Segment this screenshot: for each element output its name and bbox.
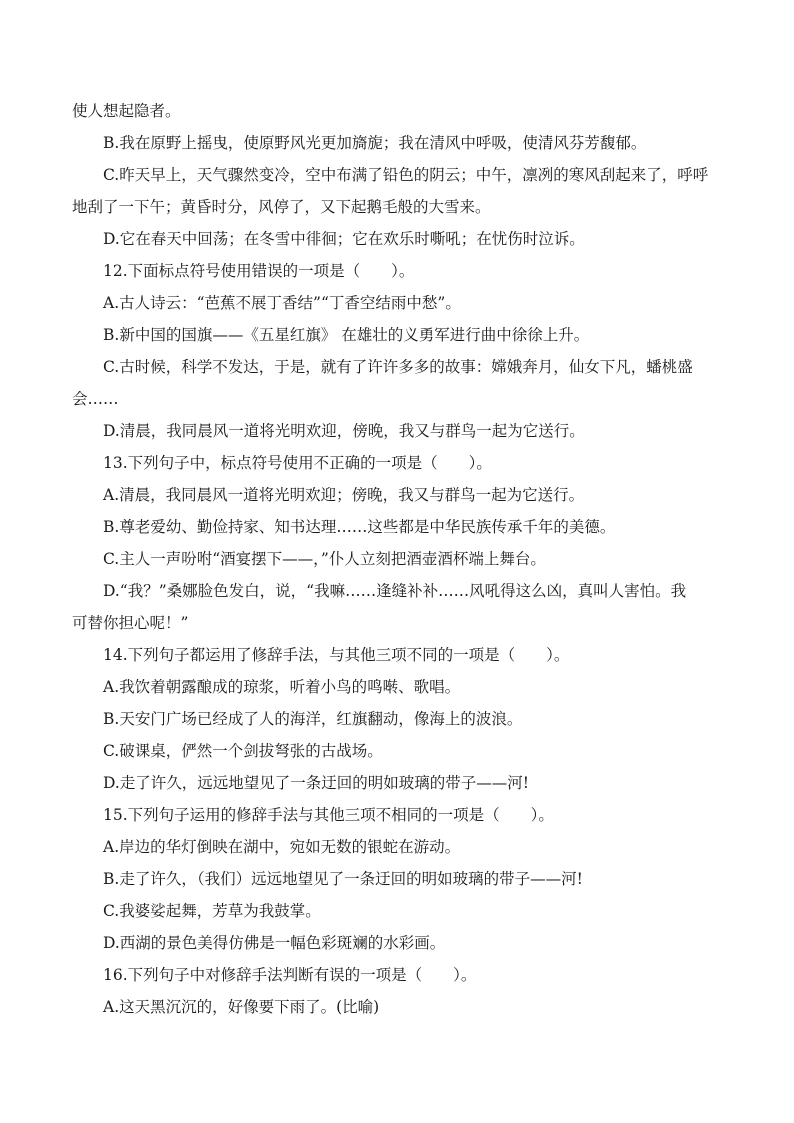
q12-option-a: A.古人诗云：“芭蕉不展丁香结”“丁香空结雨中愁”。 [103,294,461,312]
q15-option-b: B.走了许久，（我们）远远地望见了一条迂回的明如玻璃的带子——河! [103,870,583,888]
q15-option-c: C.我婆娑起舞，芳草为我鼓掌。 [103,902,321,920]
q11-option-c-cont: 地刮了一下午；黄昏时分，风停了，又下起鹅毛般的大雪来。 [72,198,491,216]
question-12: 12.下面标点符号使用错误的一项是（ ）。 [103,262,415,280]
q13-option-b: B.尊老爱幼、勤俭持家、知书达理……这些都是中华民族传承千年的美德。 [103,518,616,536]
q13-option-c: C.主人一声吩咐“酒宴摆下——，”仆人立刻把酒壶酒杯端上舞台。 [103,550,546,568]
q11-option-d: D.它在春天中回荡；在冬雪中徘徊；它在欢乐时嘶吼；在忧伤时泣诉。 [103,230,585,248]
q14-option-a: A.我饮着朝露酿成的琼浆，听着小鸟的鸣啭、歌唱。 [103,678,461,696]
q12-option-d: D.清晨，我同晨风一道将光明欢迎，傍晚，我又与群鸟一起为它送行。 [103,422,585,440]
q14-option-b: B.天安门广场已经成了人的海洋，红旗翻动，像海上的波浪。 [103,710,523,728]
question-16: 16.下列句子中对修辞手法判断有误的一项是（ ）。 [103,966,477,984]
q12-option-c-cont: 会…… [72,390,119,408]
question-13: 13.下列句子中，标点符号使用不正确的一项是（ ）。 [103,454,492,472]
q16-option-a: A.这天黑沉沉的，好像要下雨了。(比喻) [103,998,380,1016]
q14-option-d: D.走了许久，远远地望见了一条迂回的明如玻璃的带子——河! [103,774,530,792]
q13-option-d: D.“我？”桑娜脸色发白，说，“我嘛……逢缝补补……风吼得这么凶，真叫人害怕。我 [103,582,687,600]
question-15: 15.下列句子运用的修辞手法与其他三项不相同的一项是（ ）。 [103,806,554,824]
q15-option-d: D.西湖的景色美得仿佛是一幅色彩斑斓的水彩画。 [103,934,446,952]
q11-option-b: B.我在原野上摇曳，使原野风光更加旖旎；我在清风中呼吸，使清风芬芳馥郁。 [103,134,647,152]
q15-option-a: A.岸边的华灯倒映在湖中，宛如无数的银蛇在游动。 [103,838,461,856]
q13-option-d-cont: 可替你担心呢！” [72,614,189,632]
q13-option-a: A.清晨，我同晨风一道将光明欢迎；傍晚，我又与群鸟一起为它送行。 [103,486,585,504]
q11-option-c: C.昨天早上，天气骤然变冷，空中布满了铅色的阴云；中午，凛冽的寒风刮起来了，呼呼 [103,166,709,184]
q12-option-b: B.新中国的国旗——《五星红旗》 在雄壮的义勇军进行曲中徐徐上升。 [103,326,590,344]
q14-option-c: C.破课桌，俨然一个剑拔弩张的古战场。 [103,742,383,760]
text-line-continuation: 使人想起隐者。 [72,102,181,120]
q12-option-c: C.古时候，科学不发达，于是，就有了许许多多的故事：嫦娥奔月，仙女下凡，蟠桃盛 [103,358,693,376]
question-14: 14.下列句子都运用了修辞手法，与其他三项不同的一项是（ ）。 [103,646,570,664]
